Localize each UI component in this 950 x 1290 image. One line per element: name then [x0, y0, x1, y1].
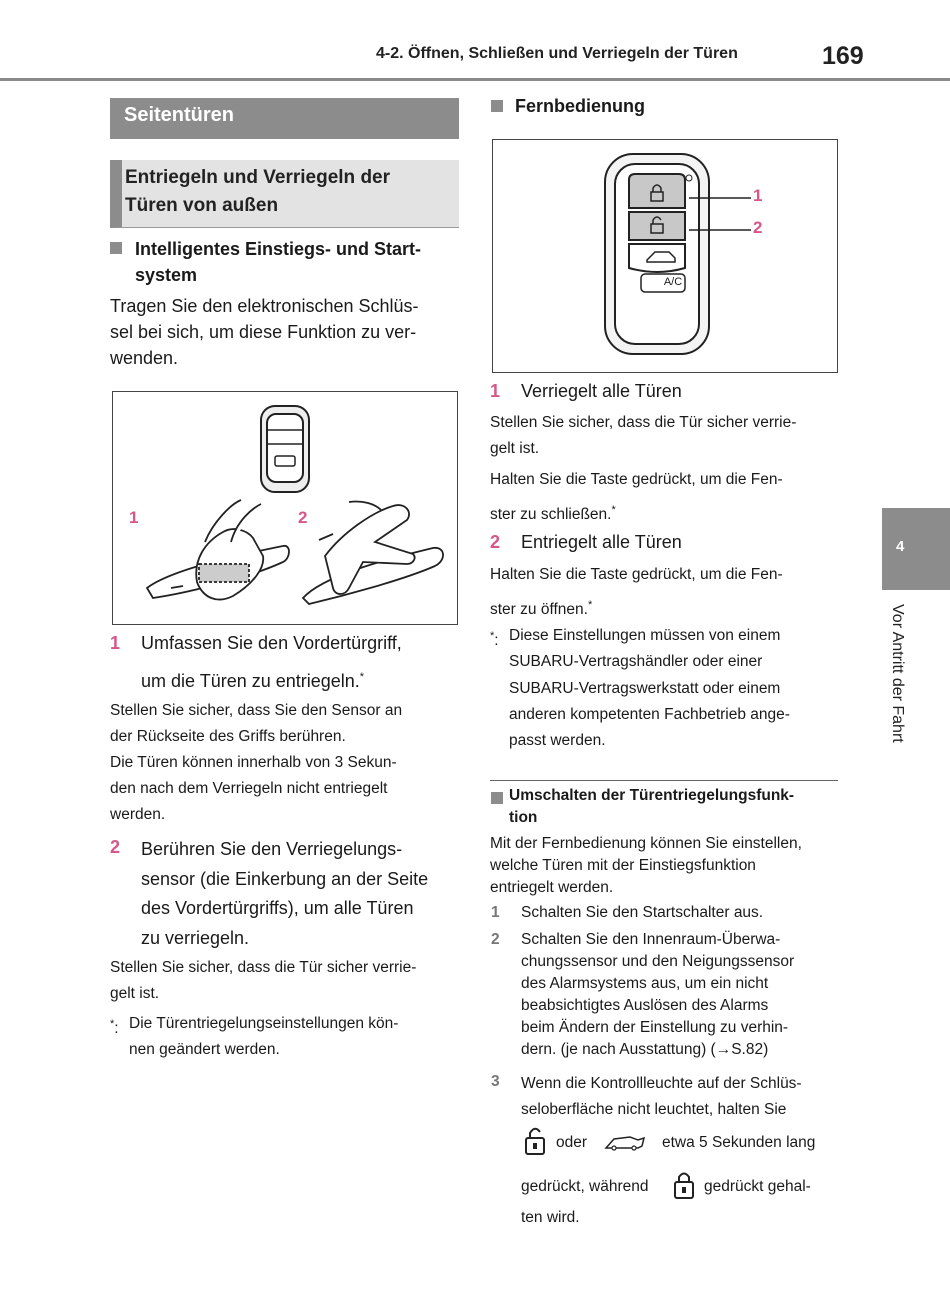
step-text: Schalten Sie den Startschalter aus.: [521, 904, 764, 921]
heading-bullet-square: [491, 791, 503, 809]
step3-oder: oder: [556, 1134, 588, 1151]
figure-label-1: 1: [129, 508, 139, 527]
intro-line: sel bei sich, um diese Funktion zu ver-: [110, 322, 417, 342]
step-text: beim Ändern der Einstellung zu verhin-: [521, 1019, 789, 1036]
subsection-title-bar: [110, 160, 459, 228]
footnote-line: SUBARU-Vertragshändler oder einer: [509, 653, 763, 670]
note-line: der Rückseite des Griffs berühren.: [110, 728, 346, 745]
step-text: beabsichtigtes Auslösen des Alarms: [521, 997, 769, 1014]
note-line: Die Türen können innerhalb von 3 Sekun-: [110, 754, 397, 771]
step-number: 3: [491, 1073, 500, 1090]
car-tailgate-icon: [604, 1134, 646, 1157]
key-fob-icon: [261, 406, 309, 492]
ac-button-label: A/C: [663, 276, 683, 288]
heading-smart-entry-line2: system: [135, 265, 198, 285]
item-title: Entriegelt alle Türen: [521, 532, 682, 552]
step-text: Wenn die Kontrollleuchte auf der Schlüs-: [521, 1075, 802, 1092]
note-line: ster zu öffnen.*: [490, 599, 593, 619]
note-line: gelt ist.: [110, 985, 160, 1002]
note-line: werden.: [110, 806, 166, 823]
page-number: 169: [822, 42, 864, 70]
remote-key-illustration: [492, 139, 838, 373]
intro-line: welche Türen mit der Einstiegsfunktion: [490, 857, 756, 874]
heading-remote-control: Fernbedienung: [515, 96, 645, 116]
intro-line: Tragen Sie den elektronischen Schlüs-: [110, 296, 419, 316]
step-text: seloberfläche nicht leuchtet, halten Sie: [521, 1101, 787, 1118]
header-rule: [0, 78, 950, 81]
intro-line: entriegelt werden.: [490, 879, 614, 896]
lock-icon: [673, 1170, 697, 1205]
step-text: Schalten Sie den Innenraum-Überwa-: [521, 931, 781, 948]
heading-switch-line1: Umschalten der Türentriegelungsfunk-: [509, 787, 795, 804]
footnote-marker: *:: [490, 630, 499, 650]
step-number: 1: [491, 904, 500, 921]
heading-bullet-square: [491, 99, 503, 117]
heading-smart-entry-line1: Intelligentes Einstiegs- und Start-: [135, 239, 422, 259]
step-text: chungssensor und den Neigungssensor: [521, 953, 795, 970]
step1-text: Umfassen Sie den Vordertürgriff,: [141, 633, 402, 653]
step2-text: des Vordertürgriffs), um alle Türen: [141, 898, 414, 918]
note-line: gelt ist.: [490, 440, 540, 457]
heading-switch-line2: tion: [509, 809, 538, 826]
footnote-marker: *:: [110, 1018, 119, 1038]
step2-text: sensor (die Einkerbung an der Seite: [141, 869, 429, 889]
footnote-line: Die Türentriegelungseinstellungen kön-: [129, 1015, 399, 1032]
door-handle-drawing: [113, 392, 457, 624]
figure-label-2: 2: [298, 508, 308, 527]
note-line: Stellen Sie sicher, dass die Tür sicher verrie-: [110, 959, 417, 976]
key-fob-icon: [605, 154, 709, 354]
footnote-line: anderen kompetenten Fachbetrieb ange-: [509, 706, 790, 723]
footnote-line: passt werden.: [509, 732, 606, 749]
footnote-line: SUBARU-Vertragswerkstatt oder einem: [509, 680, 781, 697]
section-title-bar: [110, 98, 459, 139]
figure-label-1: 1: [753, 186, 763, 205]
step-number-2: 2: [110, 837, 121, 857]
section-divider: [490, 780, 838, 781]
step3-duration: etwa 5 Sekunden lang: [662, 1134, 816, 1151]
note-line: Halten Sie die Taste gedrückt, um die Fen-: [490, 566, 783, 583]
item-title: Verriegelt alle Türen: [521, 381, 682, 401]
step-number-1: 1: [110, 633, 121, 653]
step-number-1: 1: [490, 381, 501, 401]
step-text: dern. (je nach Ausstattung) (→S.82): [521, 1041, 769, 1058]
remote-key-drawing: [493, 140, 837, 372]
hand-grasping-handle-icon: [147, 500, 289, 600]
intro-line: wenden.: [110, 348, 179, 368]
chapter-title: 4-2. Öffnen, Schließen und Verriegeln der Türen: [376, 45, 738, 62]
footnote-line: Diese Einstellungen müssen von einem: [509, 627, 781, 644]
step2-text: zu verriegeln.: [141, 928, 250, 948]
note-line: Stellen Sie sicher, dass Sie den Sensor an: [110, 702, 403, 719]
step-number: 2: [491, 931, 500, 948]
step2-text: Berühren Sie den Verriegelungs-: [141, 839, 403, 859]
chapter-side-label: Vor Antritt der Fahrt: [889, 604, 906, 743]
figure-label-2: 2: [753, 218, 763, 237]
step3-held: gedrückt gehal-: [704, 1178, 811, 1195]
note-line: den nach dem Verriegeln nicht entriegelt: [110, 780, 388, 797]
note-line: Halten Sie die Taste gedrückt, um die Fen-: [490, 471, 783, 488]
unlock-icon: [524, 1126, 548, 1161]
chapter-tab[interactable]: [882, 508, 950, 590]
door-handle-illustration: [112, 391, 458, 625]
heading-bullet-square: [110, 241, 122, 259]
note-line: Stellen Sie sicher, dass die Tür sicher verrie-: [490, 414, 797, 431]
hand-touching-sensor-icon: [303, 501, 443, 604]
step-text: des Alarmsystems aus, um ein nicht: [521, 975, 769, 992]
chapter-tab-number: 4: [896, 538, 905, 555]
step3-end: ten wird.: [521, 1209, 580, 1226]
intro-line: Mit der Fernbedienung können Sie einstellen,: [490, 835, 802, 852]
step3-pressed: gedrückt, während: [521, 1178, 649, 1195]
note-line: ster zu schließen.*: [490, 504, 616, 524]
step-number-2: 2: [490, 532, 501, 552]
footnote-line: nen geändert werden.: [129, 1041, 280, 1058]
step1-text: um die Türen zu entriegeln.*: [141, 671, 365, 691]
subsection-title: Entriegeln und Verriegeln der Türen von außen: [125, 167, 391, 216]
section-title: Seitentüren: [124, 104, 235, 126]
